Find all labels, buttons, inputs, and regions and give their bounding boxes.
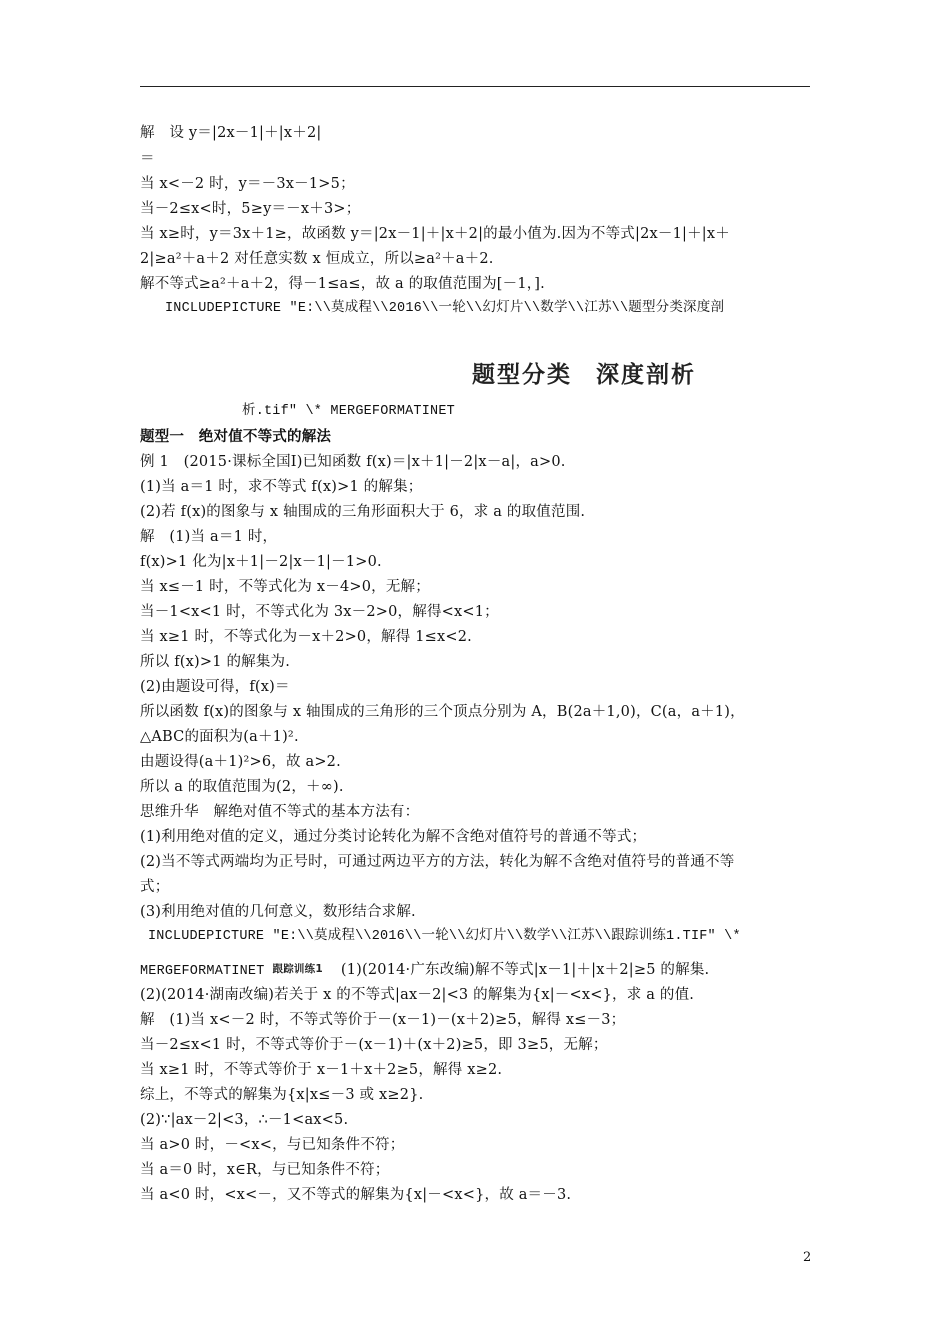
banner-right: 深度剖析 <box>596 362 696 388</box>
text-line: 当 a>0 时，－<x<，与已知条件不符； <box>140 1137 405 1153</box>
text-line: 当 x≤－1 时，不等式化为 x－4>0，无解； <box>140 579 430 595</box>
header-rule <box>140 86 810 87</box>
text-line: 当 x<－2 时，y＝－3x－1>5； <box>140 176 355 192</box>
text-line: 所以函数 f(x)的图象与 x 轴围成的三角形的三个顶点分别为 A，B(2a＋1,0)，C(a，a＋1)， <box>140 704 745 720</box>
text-line: (2)由题设可得，f(x)＝ <box>140 679 290 695</box>
text-line: 由题设得(a＋1)²>6，故 a>2. <box>140 754 341 770</box>
text-line: 所以 a 的取值范围为(2，＋∞). <box>140 779 344 795</box>
text-line: (3)利用绝对值的几何意义，数形结合求解. <box>140 904 416 920</box>
text-line: (2)(2014·湖南改编)若关于 x 的不等式|ax－2|<3 的解集为{x|－<x<}，求 a 的值. <box>140 987 695 1003</box>
text-line: 2|≥a²＋a＋2 对任意实数 x 恒成立，所以≥a²＋a＋2. <box>140 251 494 267</box>
text-line: 当 x≥1 时，不等式化为－x＋2>0，解得 1≤x<2. <box>140 629 472 645</box>
text-line: 式； <box>140 879 170 895</box>
text-line: 思维升华 解绝对值不等式的基本方法有： <box>140 804 420 820</box>
text-line: 解不等式≥a²＋a＋2，得－1≤a≤，故 a 的取值范围为[－1，]. <box>140 276 545 292</box>
text-line: 解 (1)当 x<－2 时，不等式等价于－(x－1)－(x＋2)≥5，解得 x≤－3； <box>140 1012 626 1028</box>
text-line: 当－2≤x<时，5≥y＝－x＋3>； <box>140 201 361 217</box>
text-line: (2)若 f(x)的图象与 x 轴围成的三角形面积大于 6，求 a 的取值范围. <box>140 504 586 520</box>
include-field-code: INCLUDEPICTURE "E:\\莫成程\\2016\\一轮\\幻灯片\\数学\\江苏\\题型分类深度剖 <box>165 301 725 316</box>
banner-left: 题型分类 <box>472 362 572 388</box>
page-number: 2 <box>803 1250 812 1265</box>
text-line: (1)利用绝对值的定义，通过分类讨论转化为解不含绝对值符号的普通不等式； <box>140 829 647 845</box>
training-question-1: (1)(2014·广东改编)解不等式|x－1|＋|x＋2|≥5 的解集. <box>340 962 710 978</box>
include-field-code-cont: MERGEFORMATINET <box>140 964 265 979</box>
text-line: 当－1<x<1 时，不等式化为 3x－2>0，解得<x<1； <box>140 604 499 620</box>
text-line: 当 x≥1 时，不等式等价于 x－1＋x＋2≥5，解得 x≥2. <box>140 1062 503 1078</box>
text-line: 当－2≤x<1 时，不等式等价于－(x－1)＋(x＋2)≥5，即 3≥5，无解； <box>140 1037 608 1053</box>
include-field-code: INCLUDEPICTURE "E:\\莫成程\\2016\\一轮\\幻灯片\\数学\\江苏\\跟踪训练1.TIF" \* <box>148 929 741 944</box>
text-line: (2)当不等式两端均为正号时，可通过两边平方的方法，转化为解不含绝对值符号的普通不等 <box>140 854 735 870</box>
text-line: ＝ <box>140 151 155 167</box>
text-line: 当 a＝0 时，x∈R，与已知条件不符； <box>140 1162 390 1178</box>
text-line: 当 x≥时，y＝3x＋1≥，故函数 y＝|2x－1|＋|x＋2|的最小值为.因为不等式|2x－1|＋|x＋ <box>140 226 730 242</box>
text-line: (1)当 a＝1 时，求不等式 f(x)>1 的解集； <box>140 479 423 495</box>
text-line: 解 (1)当 a＝1 时， <box>140 529 278 545</box>
text-line: 解 设 y＝|2x－1|＋|x＋2| <box>140 125 322 141</box>
text-line: 综上，不等式的解集为{x|x≤－3 或 x≥2}. <box>140 1087 424 1103</box>
text-line: 所以 f(x)>1 的解集为. <box>140 654 291 670</box>
text-line: f(x)>1 化为|x＋1|－2|x－1|－1>0. <box>140 554 382 570</box>
text-line: 当 a<0 时，<x<－，又不等式的解集为{x|－<x<}，故 a＝－3. <box>140 1187 572 1203</box>
section-title: 题型一 绝对值不等式的解法 <box>140 429 332 445</box>
section-banner <box>472 356 696 389</box>
text-line: (2)∵|ax－2|<3，∴－1<ax<5. <box>140 1112 349 1128</box>
include-field-code-cont: 析.tif" \* MERGEFORMATINET <box>242 404 455 419</box>
text-line: △ABC的面积为(a＋1)². <box>140 729 299 745</box>
training-tag: 跟踪训练1 <box>272 963 323 975</box>
training-line <box>140 960 709 981</box>
text-line: 例 1 (2015·课标全国Ⅰ)已知函数 f(x)＝|x＋1|－2|x－a|，a>0. <box>140 454 566 470</box>
